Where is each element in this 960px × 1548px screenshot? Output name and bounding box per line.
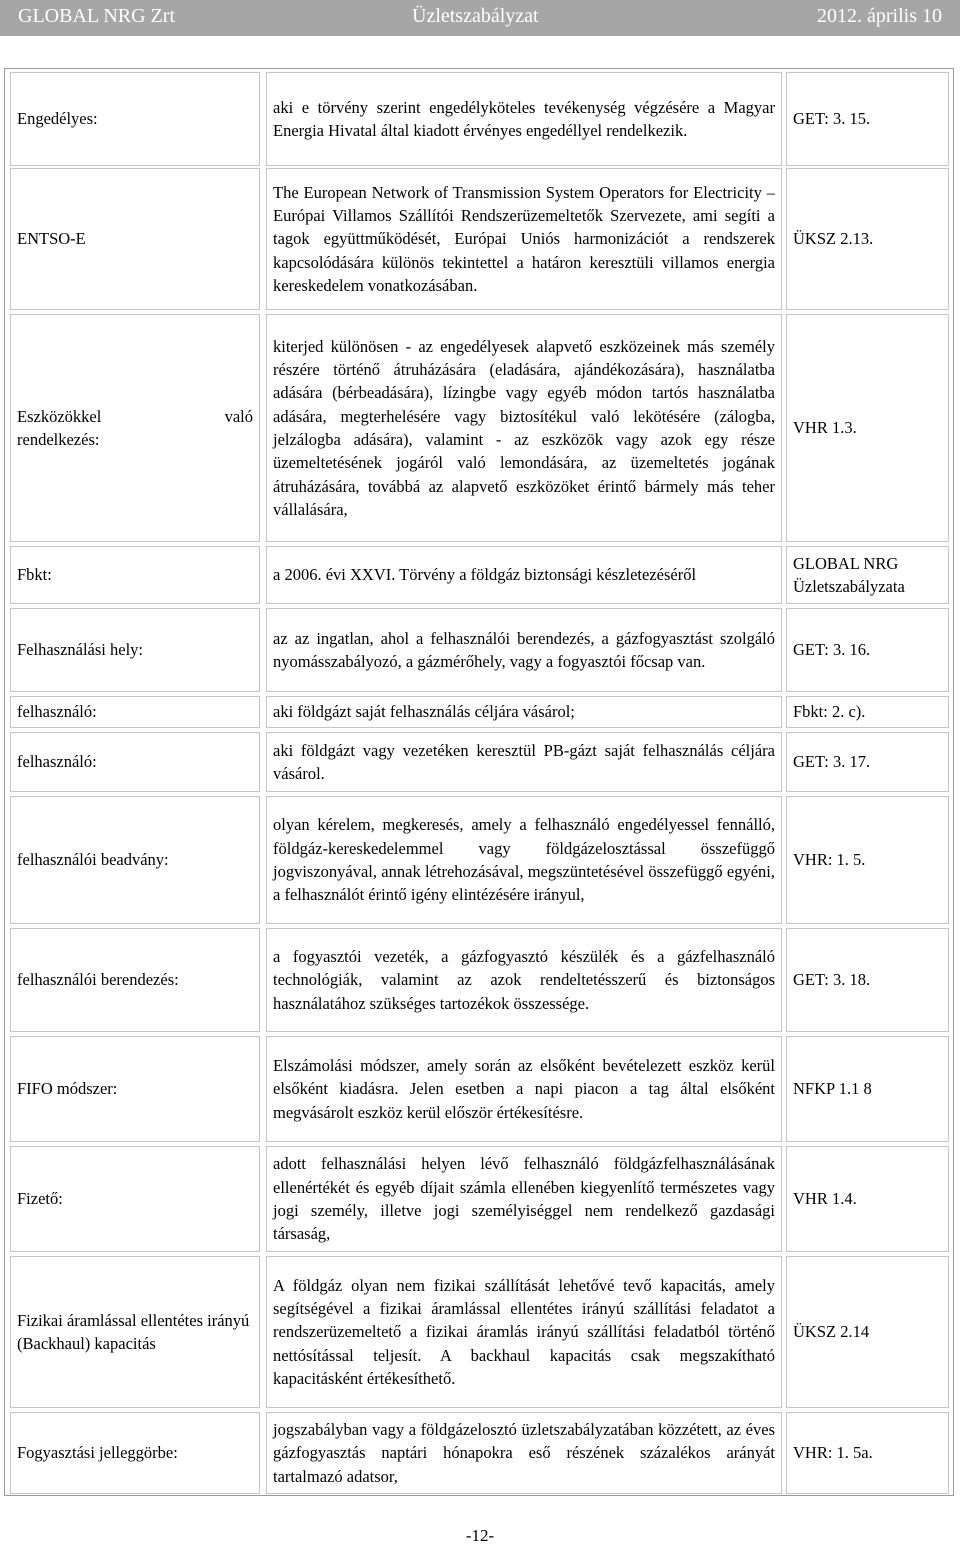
term-cell (10, 1036, 260, 1142)
term-text: Fizikai áramlással ellentétes irányú (Backhaul) kapacitás (17, 1310, 250, 1353)
term-cell (10, 928, 260, 1032)
definition-cell (266, 168, 782, 310)
term-text: Felhasználási hely: (17, 640, 144, 660)
term-cell (10, 1412, 260, 1494)
term-text: Fogyasztási jelleggörbe: (17, 1443, 178, 1463)
definition-cell (266, 1146, 782, 1252)
reference-text: NFKP 1.1 8 (793, 1079, 872, 1099)
reference-text: VHR: 1. 5a. (793, 1443, 873, 1463)
definition-cell (266, 72, 782, 166)
reference-cell (786, 1412, 949, 1494)
definition-text: A földgáz olyan nem fizikai szállítását lehetővé tevő kapacitás, amely segítségével a fizikai áramlással ellentétes irányú szállítási feladatot a rendszerüzemeltető a fizikai áramlás irányú szállítási feladatból történő nettósítással teljesít. A backhaul kapacitás csak megszakítható kapacitásként értékesíthető. (273, 1275, 775, 1388)
term-text: rendelkezés: (17, 430, 100, 449)
reference-cell (786, 928, 949, 1032)
definition-text: az az ingatlan, ahol a felhasználói berendezés, a gázfogyasztást szolgáló nyomásszabályozó, a gázmérőhely, vagy a fogyasztói főcsap van. (273, 628, 775, 671)
term-cell (10, 314, 260, 542)
term-text: való (224, 406, 253, 426)
term-cell (10, 608, 260, 692)
definition-text: aki e törvény szerint engedélyköteles tevékenység végzésére a Magyar Energia Hivatal által kiadott érvényes engedéllyel rendelkezik. (273, 97, 775, 140)
definition-cell (266, 314, 782, 542)
header-date: 2012. április 10 (817, 5, 942, 27)
term-text: FIFO módszer: (17, 1079, 118, 1099)
reference-cell (786, 1146, 949, 1252)
definition-cell (266, 608, 782, 692)
term-text: Engedélyes: (17, 109, 98, 129)
reference-cell (786, 72, 949, 166)
reference-text: VHR 1.3. (793, 418, 857, 438)
reference-cell (786, 732, 949, 792)
reference-text: Fbkt: 2. c). (793, 702, 866, 722)
reference-text: VHR: 1. 5. (793, 850, 866, 870)
definition-cell (266, 1256, 782, 1408)
reference-cell (786, 608, 949, 692)
reference-cell (786, 1256, 949, 1408)
reference-text: ÜKSZ 2.13. (793, 229, 874, 249)
term-cell (10, 168, 260, 310)
term-text: Fbkt: (17, 565, 52, 585)
definition-text: aki földgázt vagy vezetéken keresztül PB-gázt saját felhasználás céljára vásárol. (273, 740, 775, 783)
reference-text: GET: 3. 17. (793, 752, 871, 772)
term-text: felhasználó: (17, 752, 97, 772)
definition-text: olyan kérelem, megkeresés, amely a felhasználó engedélyessel fennálló, földgáz-kereskedelemmel vagy földgázelosztással összefüggő jogviszonyával, annak létrehozásával, megszüntetésével összefüggő egyéni, a felhasználót érintő igény elintézésére irányul, (273, 815, 775, 905)
term-cell (10, 1256, 260, 1408)
definition-cell (266, 546, 782, 604)
reference-cell (786, 796, 949, 924)
page-number: -12- (465, 1526, 495, 1545)
definition-cell (266, 928, 782, 1032)
definition-text: adott felhasználási helyen lévő felhasználó földgázfelhasználásának ellenértékét és egyéb díjait számla ellenében kiegyenlítő természetes vagy jogi személy, illetve jogi személyiséggel nem rendelkező gazdasági társaság, (273, 1154, 775, 1244)
reference-cell (786, 546, 949, 604)
reference-text: GLOBAL NRG Üzletszabályzata (793, 553, 905, 596)
definition-text: kiterjed különösen - az engedélyesek alapvető eszközeinek más személy részére történő átruházására (eladására, ajándékozására), használatba adására (bérbeadására), lízingbe vagy egyéb módon tartós használatba adására, megterhelésére vagy biztosítékul való lekötésére (zálogba, jelzálogba adására), valamint - az eszközök vagy azok egy része üzemeltetésének jogáról való lemondására, az üzemeltetés jogának átruházására, továbbá az alapvető eszközöket érintő bármely más teher vállalására, (273, 336, 775, 519)
reference-cell (786, 1036, 949, 1142)
definition-cell (266, 1036, 782, 1142)
term-cell (10, 796, 260, 924)
term-text: ENTSO-E (17, 229, 86, 249)
reference-text: GET: 3. 18. (793, 970, 871, 990)
definition-cell (266, 732, 782, 792)
definition-text: aki földgázt saját felhasználás céljára vásárol; (273, 702, 575, 722)
definition-cell (266, 796, 782, 924)
definition-text: The European Network of Transmission System Operators for Electricity – Európai Villamos Szállítói Rendszerüzemeltetők Szervezete, ami segíti a tagok együttműködését, Európai Uniós harmonizációt a rendszerek kapcsolódására különös tekintettel a határon keresztüli villamos energia kereskedelem vonatkozásában. (273, 182, 775, 295)
definition-cell (266, 1412, 782, 1494)
page-header (0, 0, 960, 36)
reference-text: GET: 3. 16. (793, 640, 871, 660)
term-cell (10, 72, 260, 166)
term-cell (10, 696, 260, 728)
reference-text: GET: 3. 15. (793, 109, 871, 129)
reference-cell (786, 168, 949, 310)
term-cell (10, 546, 260, 604)
definition-cell (266, 696, 782, 728)
term-text: Eszközökkel (17, 406, 102, 426)
term-text: felhasználói beadvány: (17, 850, 169, 870)
term-text: felhasználó: (17, 702, 97, 722)
reference-text: VHR 1.4. (793, 1189, 857, 1209)
definition-text: a 2006. évi XXVI. Törvény a földgáz biztonsági készletezéséről (273, 565, 697, 585)
term-cell (10, 1146, 260, 1252)
term-cell (10, 732, 260, 792)
reference-cell (786, 696, 949, 728)
term-text: Fizető: (17, 1189, 63, 1209)
header-company: GLOBAL NRG Zrt (18, 5, 176, 27)
reference-cell (786, 314, 949, 542)
reference-text: ÜKSZ 2.14 (793, 1322, 870, 1342)
header-doc-title: Üzletszabályzat (412, 5, 539, 27)
definition-text: Elszámolási módszer, amely során az elsőként bevételezett eszköz kerül elsőként kiadásra. Jelen esetben a napi piacon a tag által elsőként megvásárolt eszköz kerül először értékesítésre. (273, 1056, 775, 1122)
term-text: felhasználói berendezés: (17, 970, 179, 990)
definition-text: jogszabályban vagy a földgázelosztó üzletszabályzatában közzétett, az éves gázfogyasztás naptári hónapokra eső részének százalékos arányát tartalmazó adatsor, (273, 1420, 775, 1486)
definition-text: a fogyasztói vezeték, a gázfogyasztó készülék és a gázfelhasználó technológiák, valamint az azok rendeltetésszerű és biztonságos használatához szükséges tartozékok összessége. (273, 947, 775, 1013)
